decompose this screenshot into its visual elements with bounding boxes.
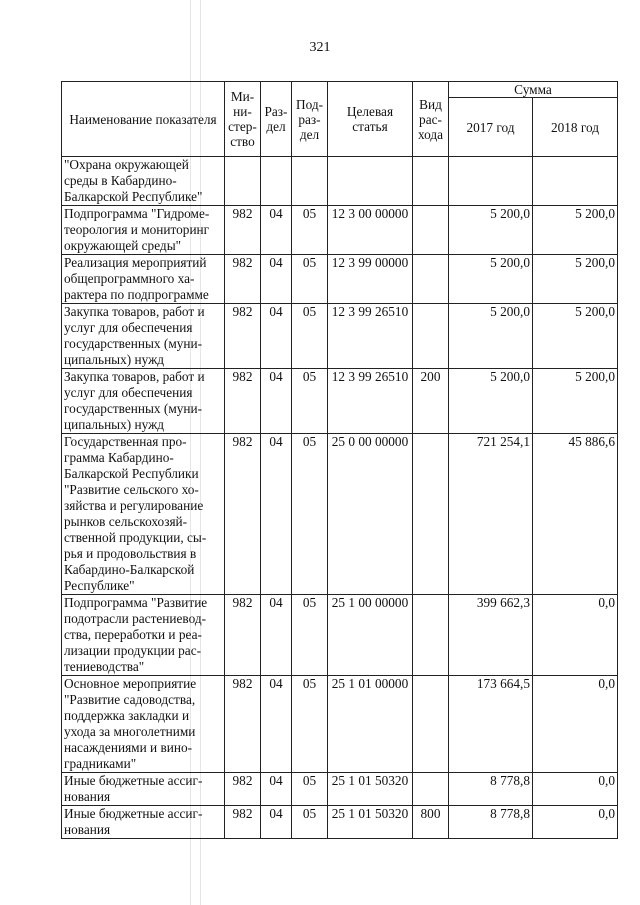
row-sum-2017: 5 200,0 xyxy=(449,206,533,255)
budget-table xyxy=(61,81,618,839)
row-section: 04 xyxy=(261,304,292,369)
row-name: Иные бюджетные ассиг-нования xyxy=(62,806,225,839)
table-row xyxy=(62,157,618,206)
row-name: Подпрограмма "Развитие подотрасли растениевод-ства, переработки и реа-лизации продукции рас-тениеводства" xyxy=(62,595,225,676)
row-expense-type xyxy=(413,255,449,304)
row-target: 25 1 01 50320 xyxy=(328,806,413,839)
row-sum-2017: 5 200,0 xyxy=(449,369,533,434)
table-row xyxy=(62,595,618,676)
row-name: Иные бюджетные ассиг-нования xyxy=(62,773,225,806)
row-section: 04 xyxy=(261,255,292,304)
row-name: Реализация мероприятий общепрограммного ха-рактера по подпрограмме xyxy=(62,255,225,304)
row-target: 25 0 00 00000 xyxy=(328,434,413,595)
row-section xyxy=(261,157,292,206)
table-row xyxy=(62,676,618,773)
row-subsection: 05 xyxy=(292,595,328,676)
header-sum: Сумма xyxy=(449,82,618,98)
page-number: 321 xyxy=(309,40,331,55)
row-ministry: 982 xyxy=(225,206,261,255)
header-2017: 2017 год xyxy=(449,98,533,157)
header-target: Целевая статья xyxy=(328,82,413,157)
row-sum-2018: 0,0 xyxy=(533,773,618,806)
row-sum-2018: 5 200,0 xyxy=(533,304,618,369)
header-section: Раз- дел xyxy=(261,82,292,157)
header-ministry: Ми- ни- стер- ство xyxy=(225,82,261,157)
row-section: 04 xyxy=(261,773,292,806)
row-section: 04 xyxy=(261,676,292,773)
header-name: Наименование показателя xyxy=(62,82,225,157)
row-sum-2018 xyxy=(533,157,618,206)
row-expense-type xyxy=(413,157,449,206)
row-ministry: 982 xyxy=(225,255,261,304)
row-name: Государственная про-грамма Кабардино-Балкарской Республики "Развитие сельского хо-зяйства и регулирование рынков сельскохозяй-ственной продукции, сы-рья и продовольствия в Кабардино-Балкарской Республике" xyxy=(62,434,225,595)
row-sum-2017 xyxy=(449,157,533,206)
table-row xyxy=(62,255,618,304)
table-row xyxy=(62,304,618,369)
row-ministry: 982 xyxy=(225,369,261,434)
row-target: 12 3 99 26510 xyxy=(328,304,413,369)
row-expense-type: 800 xyxy=(413,806,449,839)
row-target: 25 1 01 50320 xyxy=(328,773,413,806)
row-sum-2017: 173 664,5 xyxy=(449,676,533,773)
row-expense-type xyxy=(413,304,449,369)
row-sum-2018: 5 200,0 xyxy=(533,369,618,434)
row-sum-2017: 5 200,0 xyxy=(449,304,533,369)
row-name: Основное мероприятие "Развитие садоводства, поддержка закладки и ухода за многолетними насаждениями и вино-градниками" xyxy=(62,676,225,773)
row-subsection: 05 xyxy=(292,434,328,595)
row-subsection xyxy=(292,157,328,206)
row-sum-2017: 399 662,3 xyxy=(449,595,533,676)
row-section: 04 xyxy=(261,434,292,595)
row-subsection: 05 xyxy=(292,369,328,434)
row-expense-type xyxy=(413,434,449,595)
table-row xyxy=(62,773,618,806)
row-section: 04 xyxy=(261,206,292,255)
row-target: 12 3 00 00000 xyxy=(328,206,413,255)
header-subsection: Под- раз- дел xyxy=(292,82,328,157)
header-expense-type: Вид рас- хода xyxy=(413,82,449,157)
row-sum-2018: 5 200,0 xyxy=(533,206,618,255)
row-sum-2018: 5 200,0 xyxy=(533,255,618,304)
table-row xyxy=(62,806,618,839)
header-2018: 2018 год xyxy=(533,98,618,157)
row-section: 04 xyxy=(261,369,292,434)
row-sum-2017: 5 200,0 xyxy=(449,255,533,304)
row-ministry: 982 xyxy=(225,304,261,369)
row-name: Закупка товаров, работ и услуг для обеспечения государственных (муни-ципальных) нужд xyxy=(62,369,225,434)
row-subsection: 05 xyxy=(292,806,328,839)
row-ministry: 982 xyxy=(225,806,261,839)
row-section: 04 xyxy=(261,806,292,839)
table-row xyxy=(62,434,618,595)
row-target: 25 1 01 00000 xyxy=(328,676,413,773)
row-subsection: 05 xyxy=(292,676,328,773)
row-target xyxy=(328,157,413,206)
row-target: 12 3 99 00000 xyxy=(328,255,413,304)
row-expense-type xyxy=(413,206,449,255)
row-subsection: 05 xyxy=(292,773,328,806)
row-name: "Охрана окружающей среды в Кабардино-Балкарской Республике" xyxy=(62,157,225,206)
row-ministry: 982 xyxy=(225,595,261,676)
row-subsection: 05 xyxy=(292,255,328,304)
row-sum-2017: 721 254,1 xyxy=(449,434,533,595)
row-ministry: 982 xyxy=(225,676,261,773)
table-row xyxy=(62,369,618,434)
row-subsection: 05 xyxy=(292,304,328,369)
row-expense-type xyxy=(413,773,449,806)
row-sum-2017: 8 778,8 xyxy=(449,806,533,839)
row-name: Подпрограмма "Гидроме-теорология и мониторинг окружающей среды" xyxy=(62,206,225,255)
row-section: 04 xyxy=(261,595,292,676)
table-row xyxy=(62,206,618,255)
row-target: 25 1 00 00000 xyxy=(328,595,413,676)
row-subsection: 05 xyxy=(292,206,328,255)
row-sum-2018: 45 886,6 xyxy=(533,434,618,595)
row-expense-type xyxy=(413,595,449,676)
row-sum-2018: 0,0 xyxy=(533,806,618,839)
row-sum-2018: 0,0 xyxy=(533,676,618,773)
row-ministry: 982 xyxy=(225,434,261,595)
row-expense-type: 200 xyxy=(413,369,449,434)
row-sum-2018: 0,0 xyxy=(533,595,618,676)
row-ministry xyxy=(225,157,261,206)
row-name: Закупка товаров, работ и услуг для обеспечения государственных (муни-ципальных) нужд xyxy=(62,304,225,369)
row-ministry: 982 xyxy=(225,773,261,806)
row-expense-type xyxy=(413,676,449,773)
row-target: 12 3 99 26510 xyxy=(328,369,413,434)
row-sum-2017: 8 778,8 xyxy=(449,773,533,806)
